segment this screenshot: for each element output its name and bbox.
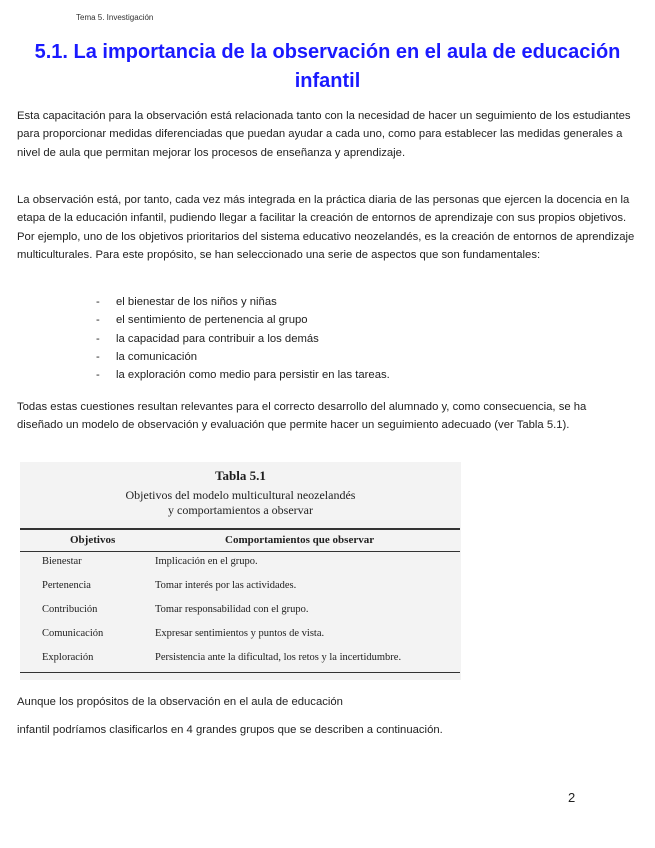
list-item-text: la exploración como medio para persistir en las tareas. — [116, 369, 390, 382]
table-cell-objetivo: Exploración — [42, 652, 94, 663]
table-cell-comportamiento: Expresar sentimientos y puntos de vista. — [155, 628, 325, 639]
table-cell-comportamiento: Tomar interés por las actividades. — [155, 580, 297, 591]
list-item-text: el sentimiento de pertenencia al grupo — [116, 314, 308, 327]
table-header-rule — [20, 551, 460, 552]
list-item — [96, 311, 390, 329]
table-5-1-image — [20, 462, 461, 680]
paragraph-5: infantil podríamos clasificarlos en 4 grandes grupos que se describen a continuación. — [17, 724, 443, 736]
list-item-text: el bienestar de los niños y niñas — [116, 296, 277, 308]
table-row — [20, 628, 461, 650]
table-subtitle-line-2: y comportamientos a observar — [168, 503, 313, 517]
paragraph-3: Todas estas cuestiones resultan relevantes para el correcto desarrollo del alumnado y, como consecuencia, se ha diseñado un modelo de observación y evaluación que permite hacer un seguimiento adecuado (ver Tabla 5.1). — [17, 401, 587, 432]
list-item-text: la capacidad para contribuir a los demás — [116, 332, 319, 345]
table-row — [20, 556, 461, 578]
table-cell-objetivo: Comunicación — [42, 628, 104, 639]
page-number: 2 — [568, 790, 576, 805]
table-header-comportamientos: Comportamientos que observar — [225, 534, 375, 546]
table-cell-objetivo: Pertenencia — [42, 580, 91, 591]
list-item-text: la comunicación — [116, 350, 198, 363]
paragraph-2: La observación está, por tanto, cada vez más integrada en la práctica diaria de las personas que ejercen la docencia en la etapa de la educación infantil, pudiendo llegar a facilitar la creación de entornos de aprendizaje con sus propios objetivos. Por ejemplo, uno de los objetivos prioritarios del sistema educativo neozelandés, es la creación de entornos de aprendizaje multiculturales. Para este propósito, se han seleccionado una serie de aspectos que son fundamentales: — [17, 194, 635, 261]
dash-bullet: - — [96, 350, 100, 363]
dash-bullet: - — [96, 332, 100, 345]
table-title: Tabla 5.1 — [215, 468, 266, 483]
table-subtitle-line-1: Objetivos del modelo multicultural neozelandés — [125, 488, 356, 502]
list-item — [96, 330, 390, 348]
table-cell-objetivo: Bienestar — [42, 556, 82, 567]
dash-bullet: - — [96, 314, 100, 327]
table-cell-objetivo: Contribución — [42, 604, 98, 615]
list-item — [96, 348, 390, 366]
table-bottom-rule — [20, 672, 460, 673]
table-cell-comportamiento: Persistencia ante la dificultad, los retos y la incertidumbre. — [155, 652, 402, 663]
list-item — [96, 293, 390, 311]
table-row — [20, 652, 461, 674]
dash-bullet: - — [96, 369, 100, 382]
table-row — [20, 580, 461, 602]
table-cell-comportamiento: Tomar responsabilidad con el grupo. — [155, 604, 309, 615]
table-header-objetivos: Objetivos — [70, 534, 116, 546]
paragraph-4: Aunque los propósitos de la observación en el aula de educación — [17, 696, 343, 708]
aspects-list — [96, 293, 390, 384]
section-title: 5.1. La importancia de la observación en el aula de educación infantil — [34, 41, 621, 92]
table-top-rule — [20, 528, 460, 530]
paragraph-1: Esta capacitación para la observación está relacionada tanto con la necesidad de hacer un seguimiento de los estudiantes para proporcionar medidas diferenciadas que puedan ayudar a cada uno, como para establecer las medidas generales a nivel de aula que permitan mejorar los procesos de enseñanza y aprendizaje. — [17, 110, 631, 159]
dash-bullet: - — [96, 296, 100, 308]
table-subtitle — [20, 488, 461, 518]
chapter-header: Tema 5. Investigación — [76, 13, 154, 22]
table-row — [20, 604, 461, 626]
list-item — [96, 366, 390, 384]
table-cell-comportamiento: Implicación en el grupo. — [155, 556, 258, 567]
